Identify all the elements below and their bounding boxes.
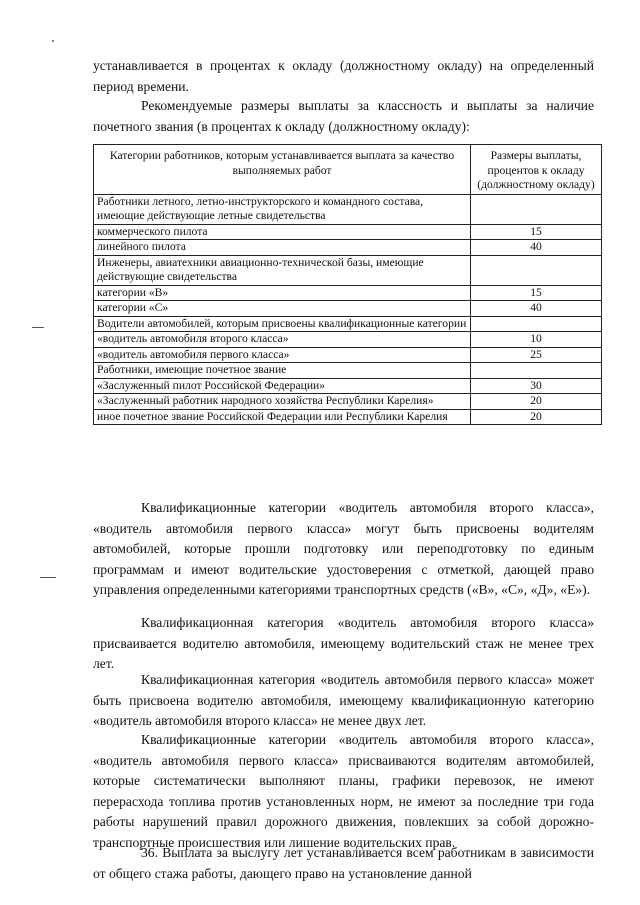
row-value: 15 [471, 224, 602, 240]
row-category: Инженеры, авиатехники авиационно-технической базы, имеющие действующие свидетельства [94, 255, 471, 285]
table-row [94, 240, 602, 256]
paragraph-second-class: Квалификационная категория «водитель автомобиля второго класса» присваивается водителю автомобиля, имеющему водительский стаж не менее трех лет. [93, 615, 594, 671]
table-row [94, 363, 602, 379]
row-value [471, 194, 602, 224]
row-value: 20 [471, 394, 602, 410]
row-category: «водитель автомобиля второго класса» [94, 332, 471, 348]
table-row [94, 194, 602, 224]
table-row [94, 301, 602, 317]
table-header-row [94, 145, 602, 195]
row-category: категории «С» [94, 301, 471, 317]
header-categories: Категории работников, которым устанавливается выплата за качество выполняемых работ [94, 145, 471, 195]
row-value: 40 [471, 240, 602, 256]
table-row [94, 347, 602, 363]
row-category: «Заслуженный работник народного хозяйства Республики Карелия» [94, 394, 471, 410]
row-value [471, 255, 602, 285]
table-row [94, 285, 602, 301]
row-category: линейного пилота [94, 240, 471, 256]
table-row [94, 378, 602, 394]
scan-artifact [40, 577, 56, 578]
table-row [94, 255, 602, 285]
paragraph-seniority-payment: 36. Выплата за выслугу лет устанавливается всем работникам в зависимости от общего стажа работы, дающего право на установление данной [93, 845, 594, 881]
paragraph-recommended-sizes: Рекомендуемые размеры выплаты за классность и выплаты за наличие почетного звания (в процентах к окладу (должностному окладу): [93, 98, 594, 134]
row-value [471, 363, 602, 379]
row-value: 20 [471, 409, 602, 425]
payment-rates-table [93, 144, 602, 425]
table-row [94, 394, 602, 410]
row-category: категории «В» [94, 285, 471, 301]
row-category: «Заслуженный пилот Российской Федерации» [94, 378, 471, 394]
paragraph-continuation: устанавливается в процентах к окладу (должностному окладу) на определенный период времени. [93, 58, 594, 94]
row-value: 25 [471, 347, 602, 363]
scan-artifact [52, 40, 54, 42]
row-value: 40 [471, 301, 602, 317]
row-category: коммерческого пилота [94, 224, 471, 240]
row-category: Водители автомобилей, которым присвоены квалификационные категории [94, 316, 471, 332]
row-value: 10 [471, 332, 602, 348]
paragraph-assignment-conditions: Квалификационные категории «водитель автомобиля второго класса», «водитель автомобиля первого класса» присваиваются водителям автомобилей, которые систематически выполняют планы, графики перевозок, не имеют перерасхода топлива против установленных норм, не имеют за последние три года работы нарушений правил дорожного движения, повлекших за собой дорожно-транспортные происшествия или лишение водительских прав. [93, 732, 594, 850]
table-row [94, 316, 602, 332]
header-payment-size: Размеры выплаты, процентов к окладу (должностному окладу) [471, 145, 602, 195]
row-category: иное почетное звание Российской Федерации или Республики Карелия [94, 409, 471, 425]
table-row [94, 332, 602, 348]
table-row [94, 224, 602, 240]
row-category: «водитель автомобиля первого класса» [94, 347, 471, 363]
paragraph-first-class: Квалификационная категория «водитель автомобиля первого класса» может быть присвоена водителю автомобиля, имеющему квалификационную категорию «водитель автомобиля второго класса» не менее двух лет. [93, 672, 594, 728]
row-category: Работники, имеющие почетное звание [94, 363, 471, 379]
row-category: Работники летного, летно-инструкторского и командного состава, имеющие действующие летные свидетельства [94, 194, 471, 224]
scan-artifact [32, 327, 44, 328]
paragraph-qualification-categories: Квалификационные категории «водитель автомобиля второго класса», «водитель автомобиля первого класса» могут быть присвоены водителям автомобилей, которые прошли подготовку или переподготовку по единым программам и имеют водительские удостоверения с отметкой, дающей право управления определенными категориями транспортных средств («В», «С», «Д», «Е»). [93, 500, 594, 597]
row-value: 30 [471, 378, 602, 394]
table-row [94, 409, 602, 425]
row-value [471, 316, 602, 332]
row-value: 15 [471, 285, 602, 301]
